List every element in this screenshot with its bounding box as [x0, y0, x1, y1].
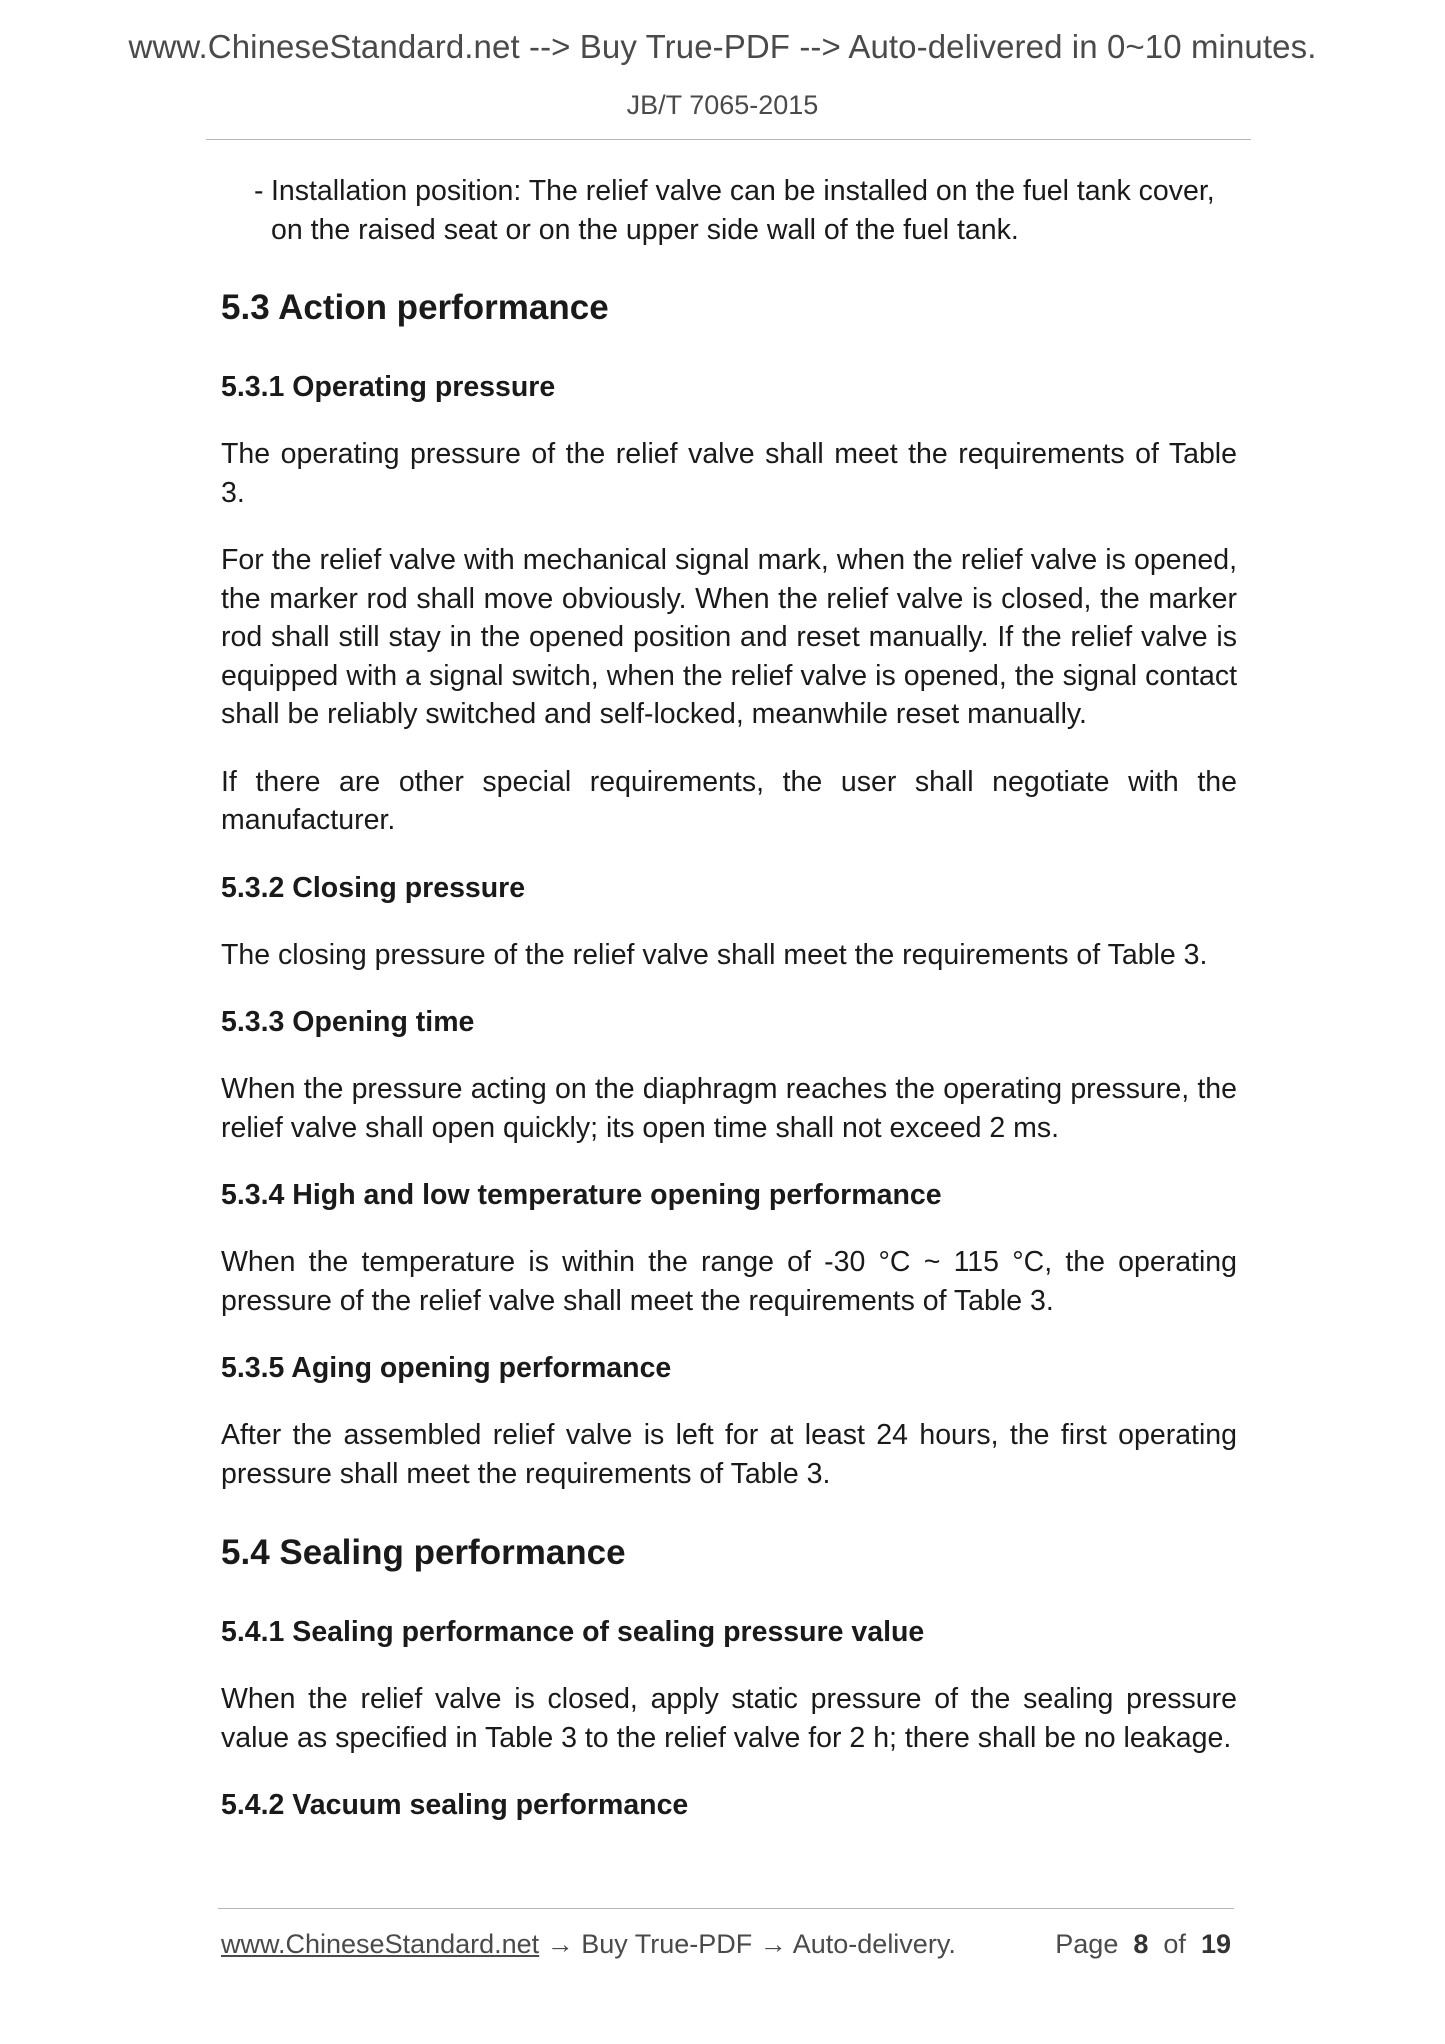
subsection-heading-5-3-4: 5.3.4 High and low temperature opening performance — [221, 1179, 942, 1211]
site-banner: www.ChineseStandard.net --> Buy True-PDF --> Auto-delivered in 0~10 minutes. — [128, 28, 1317, 65]
footer-trail: → Buy True-PDF → Auto-delivery. — [539, 1929, 956, 1959]
bullet-dash: - — [254, 175, 264, 207]
of-label: of — [1163, 1929, 1186, 1959]
page-indicator — [1055, 1929, 1231, 1960]
section-heading-5-3: 5.3 Action performance — [221, 288, 609, 327]
header-divider — [206, 139, 1251, 140]
paragraph: When the pressure acting on the diaphragm reaches the operating pressure, the relief valve shall open quickly; its open time shall not exceed 2 ms. — [221, 1073, 1237, 1144]
page-content — [221, 172, 1237, 1853]
subsection-heading-5-3-5: 5.3.5 Aging opening performance — [221, 1352, 672, 1384]
subsection-heading-5-3-2: 5.3.2 Closing pressure — [221, 871, 526, 904]
subsection-heading-5-4-2: 5.4.2 Vacuum sealing performance — [221, 1789, 689, 1821]
subsection-heading-5-4-1: 5.4.1 Sealing performance of sealing pressure value — [221, 1616, 925, 1648]
paragraph: The operating pressure of the relief valve shall meet the requirements of Table 3. — [221, 438, 1237, 509]
subsection-heading-5-3-3: 5.3.3 Opening time — [221, 1006, 475, 1038]
paragraph: After the assembled relief valve is left for at least 24 hours, the first operating pressure shall meet the requirements of Table 3. — [221, 1419, 1237, 1490]
subsection-heading-5-3-1: 5.3.1 Operating pressure — [221, 371, 556, 403]
page-current: 8 — [1133, 1929, 1149, 1959]
document-number: JB/T 7065-2015 — [626, 90, 819, 120]
page-label: Page — [1055, 1929, 1119, 1959]
section-heading-5-4: 5.4 Sealing performance — [221, 1533, 626, 1572]
footer-divider — [218, 1908, 1234, 1909]
bullet-text: Installation position: The relief valve can be installed on the fuel tank cover, on the raised seat or on the upper side wall of the fuel tank. — [271, 175, 1215, 246]
page-total: 19 — [1200, 1929, 1231, 1959]
footer-links — [221, 1929, 956, 1959]
list-item — [221, 172, 1237, 250]
paragraph: If there are other special requirements, the user shall negotiate with the manufacturer. — [221, 765, 1237, 836]
paragraph: For the relief valve with mechanical signal mark, when the relief valve is opened, the marker rod shall move obviously. When the relief valve is closed, the marker rod shall still stay in the opened position and reset manually. If the relief valve is equipped with a signal switch, when the relief valve is opened, the signal contact shall be reliably switched and self-locked, meanwhile reset manually. — [221, 544, 1237, 730]
page-footer — [221, 1929, 1231, 1960]
site-link[interactable]: www.ChineseStandard.net — [221, 1929, 540, 1959]
paragraph: The closing pressure of the relief valve shall meet the requirements of Table 3. — [221, 938, 1208, 971]
paragraph: When the relief valve is closed, apply static pressure of the sealing pressure value as specified in Table 3 to the relief valve for 2 h; there shall be no leakage. — [221, 1683, 1237, 1754]
paragraph: When the temperature is within the range of -30 °C ~ 115 °C, the operating pressure of the relief valve shall meet the requirements of Table 3. — [221, 1246, 1237, 1317]
